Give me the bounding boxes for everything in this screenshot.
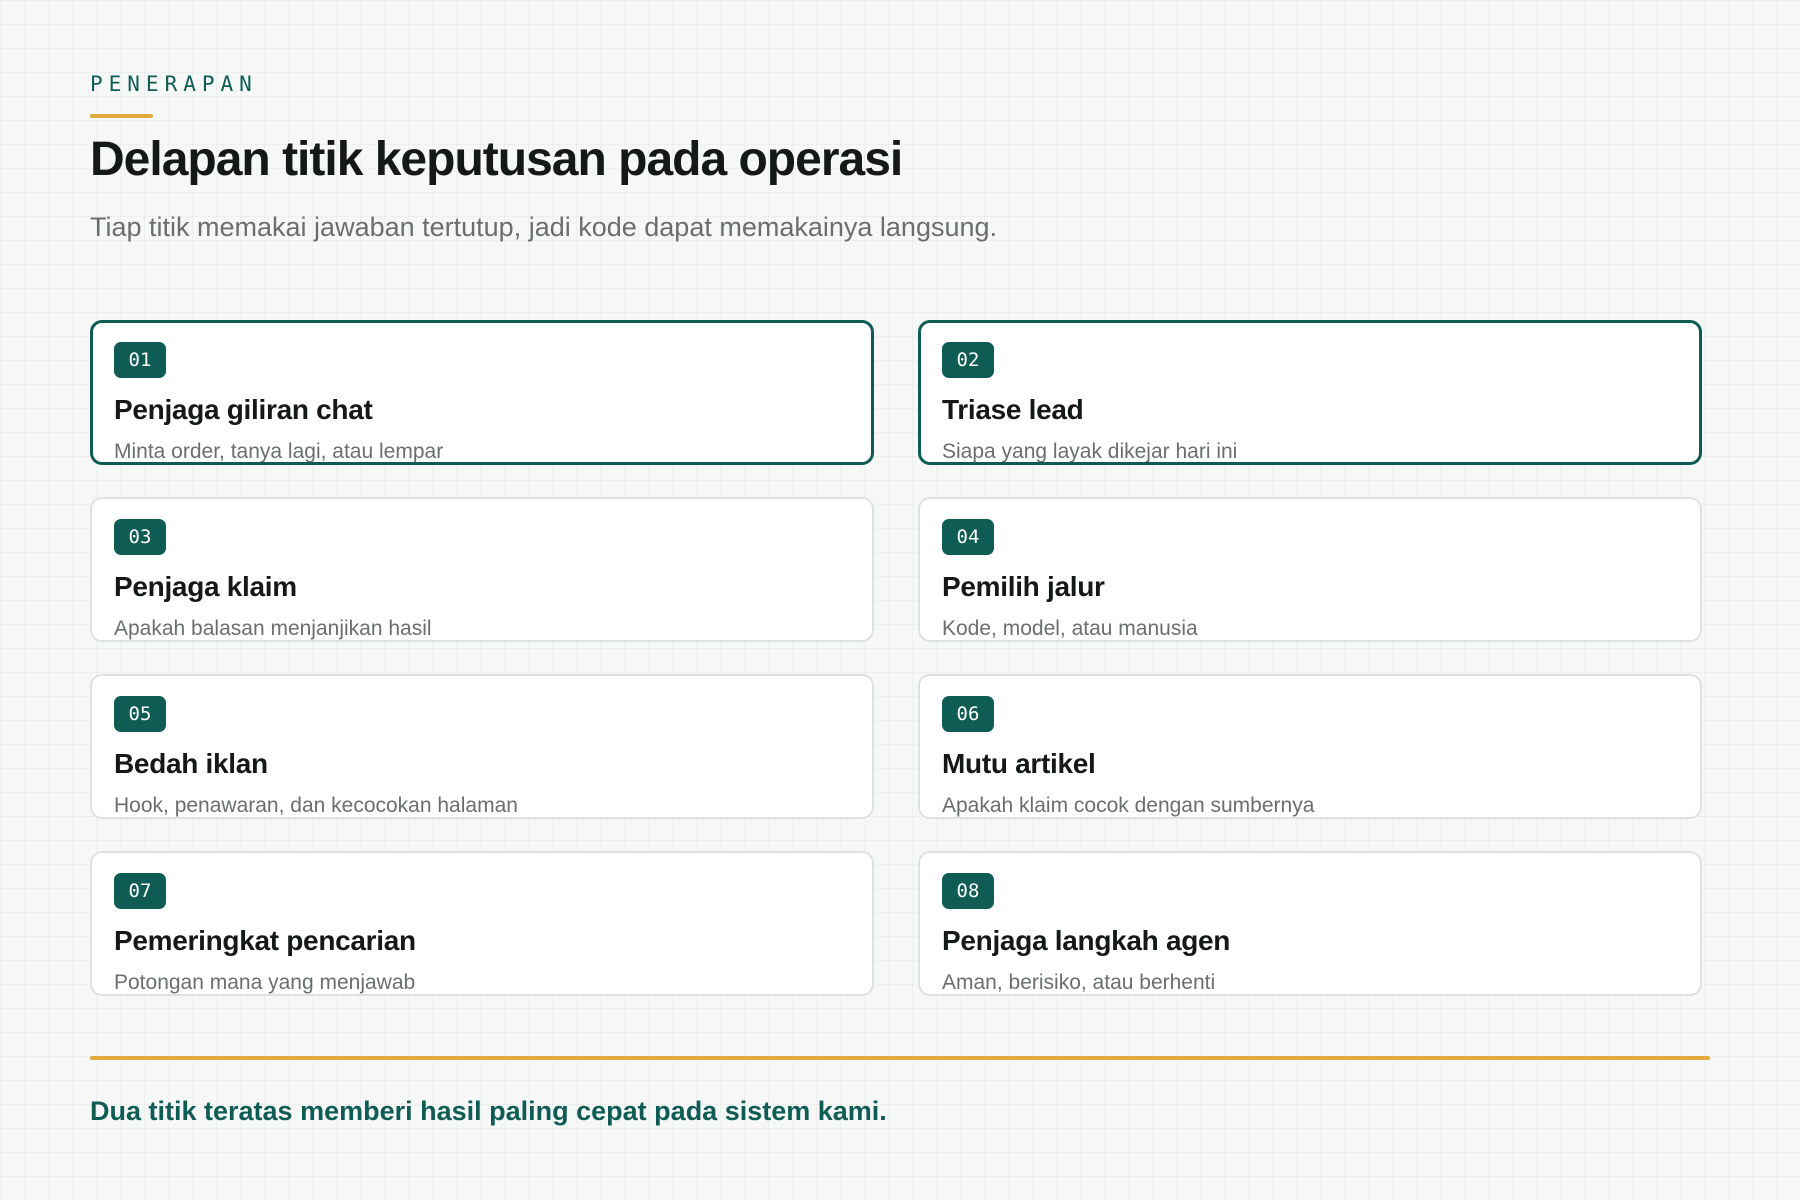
card-number-badge: 01 [114, 342, 166, 378]
decision-point-grid [90, 320, 1702, 996]
decision-card-01 [90, 320, 874, 465]
card-title: Penjaga langkah agen [942, 925, 1231, 956]
card-description: Aman, berisiko, atau berhenti [942, 971, 1216, 994]
card-description: Apakah klaim cocok dengan sumbernya [942, 794, 1315, 817]
card-description: Hook, penawaran, dan kecocokan halaman [114, 794, 518, 817]
card-description: Minta order, tanya lagi, atau lempar [114, 440, 444, 463]
card-title: Pemeringkat pencarian [114, 925, 416, 956]
card-title: Triase lead [942, 394, 1084, 425]
decision-card-02 [918, 320, 1702, 465]
decision-card-03 [90, 497, 874, 642]
card-title: Mutu artikel [942, 748, 1096, 779]
footer-note: Dua titik teratas memberi hasil paling cepat pada sistem kami. [90, 1096, 887, 1126]
card-description: Apakah balasan menjanjikan hasil [114, 617, 432, 640]
decision-card-06 [918, 674, 1702, 819]
page-title: Delapan titik keputusan pada operasi [90, 133, 903, 186]
decision-card-04 [918, 497, 1702, 642]
card-title: Bedah iklan [114, 748, 268, 779]
card-number-badge: 05 [114, 696, 166, 732]
card-title: Pemilih jalur [942, 571, 1105, 602]
page-subtitle: Tiap titik memakai jawaban tertutup, jadi kode dapat memakainya langsung. [90, 212, 998, 242]
section-eyebrow: PENERAPAN [90, 72, 258, 96]
card-number-badge: 04 [942, 519, 994, 555]
card-number-badge: 03 [114, 519, 166, 555]
card-number-badge: 08 [942, 873, 994, 909]
slide [90, 0, 1710, 1200]
card-number-badge: 07 [114, 873, 166, 909]
card-number-badge: 02 [942, 342, 994, 378]
card-description: Kode, model, atau manusia [942, 617, 1198, 640]
footer-divider [90, 1056, 1710, 1060]
card-number-badge: 06 [942, 696, 994, 732]
eyebrow-underline [90, 114, 153, 118]
card-title: Penjaga klaim [114, 571, 297, 602]
card-description: Siapa yang layak dikejar hari ini [942, 440, 1238, 463]
card-title: Penjaga giliran chat [114, 394, 373, 425]
card-description: Potongan mana yang menjawab [114, 971, 416, 994]
decision-card-05 [90, 674, 874, 819]
decision-card-07 [90, 851, 874, 996]
decision-card-08 [918, 851, 1702, 996]
